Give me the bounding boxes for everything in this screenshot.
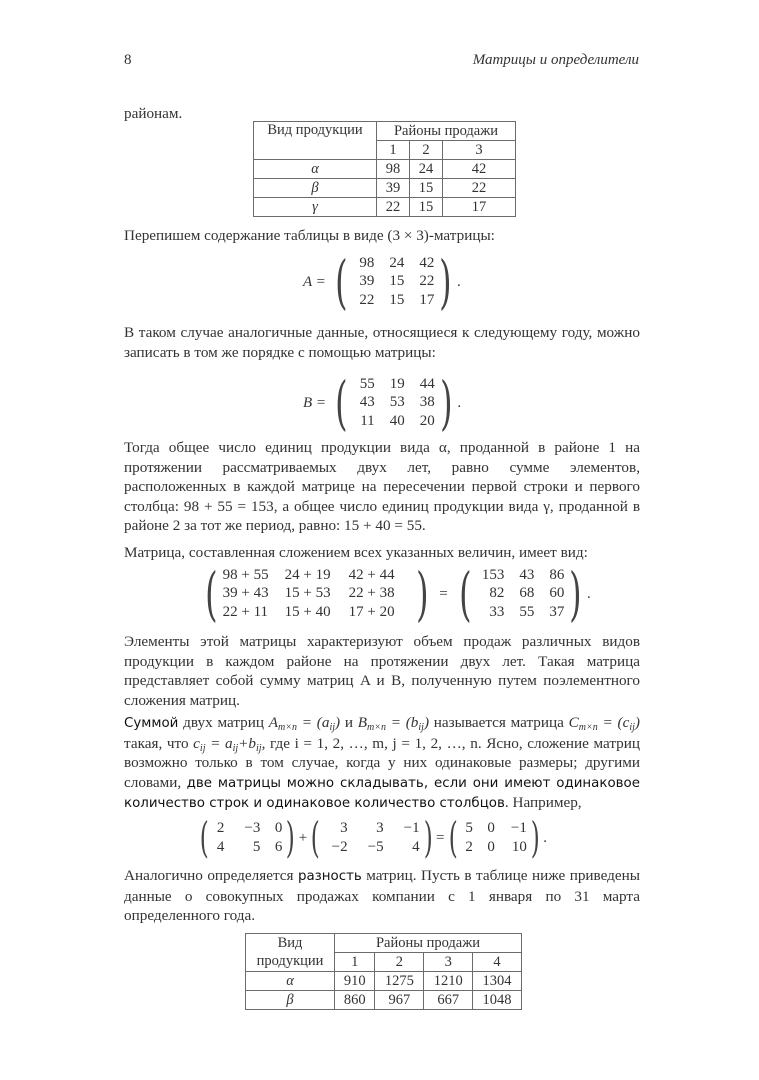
- cell: 68: [519, 585, 535, 602]
- cell: 11: [360, 412, 375, 429]
- running-title: Матрицы и определители: [472, 52, 639, 68]
- cell: 17: [419, 291, 435, 308]
- cell: −2: [331, 838, 348, 855]
- left-paren: (: [205, 560, 218, 628]
- intro-fragment: районам.: [124, 105, 183, 122]
- cell: 40: [389, 412, 405, 429]
- value-cell: 1304: [473, 972, 522, 991]
- text: двух матриц: [178, 714, 269, 731]
- right-paren: ): [569, 560, 582, 628]
- term-difference: разность: [297, 869, 362, 884]
- text: . Например,: [504, 794, 582, 811]
- region-number: 1: [377, 141, 410, 160]
- value-cell: 860: [335, 991, 375, 1010]
- page-number: 8: [124, 52, 132, 68]
- cell: −5: [367, 838, 384, 855]
- definition-paragraph: Суммой двух матриц $A_{m\times n} = (a_{ij})$ и $B_{m\times n} = (b_{ij})$ называется матрица $C_{m\times n} = (c_{ij})$ такая, что $c_{ij} = a_{ij}+b_{ij}$, где i = 1, 2, …, m, j = 1, 2, …, n. Ясно, сложение матриц возможно только в том случае, когда у них одинаковые размеры; другими словами, две матрицы можно складывать, если они имеют одинаковое количество строк и одинаковое количество столбцов. Например,: [124, 714, 640, 811]
- value-cell: 98: [377, 160, 410, 179]
- text: называется матрица: [429, 714, 569, 731]
- cell: 86: [549, 566, 565, 583]
- cell: 22 + 11: [222, 603, 269, 620]
- matrix-b-label: B =: [303, 394, 327, 411]
- term-sum: Суммой: [124, 716, 179, 731]
- left-paren: (: [199, 813, 209, 862]
- cell: 20: [419, 412, 435, 429]
- cell: 4: [216, 838, 225, 855]
- header-product: Вид продукции: [254, 122, 377, 160]
- plus-sign: +: [298, 829, 308, 846]
- cell: 15 + 40: [284, 603, 331, 620]
- math-c: $C_{m\times n} = (c_{ij})$: [568, 714, 640, 733]
- cell: 15: [389, 273, 405, 290]
- cell: 22: [419, 273, 435, 290]
- cell: 37: [549, 603, 565, 620]
- period: .: [587, 585, 591, 602]
- cell: 6: [274, 838, 283, 855]
- value-cell: 910: [335, 972, 375, 991]
- text: матриц. Пусть в таблице ниже приведены данные о совокупных продажах компании с 1 января по 31 марта определенного года.: [124, 867, 640, 924]
- cell: 60: [549, 585, 565, 602]
- value-cell: 1275: [375, 972, 424, 991]
- header-regions: Районы продажи: [377, 122, 516, 141]
- table-row: [246, 991, 522, 1010]
- paragraph-1: Перепишем содержание таблицы в виде (3 × 3)-матрицы:: [124, 227, 495, 244]
- emphasized-rule: две матрицы можно складывать, если они имеют одинаковое количество строк и одинаковое количество столбцов: [124, 775, 640, 811]
- cell: 0: [487, 820, 495, 836]
- right-paren: ): [439, 369, 453, 437]
- left-paren: (: [448, 813, 458, 862]
- left-paren: (: [458, 560, 472, 628]
- region-number: 1: [335, 953, 375, 972]
- region-number: 4: [473, 953, 522, 972]
- value-cell: 15: [410, 179, 443, 198]
- paragraph-6: [124, 866, 640, 926]
- cell: 44: [419, 375, 435, 392]
- cell: 2: [465, 838, 473, 855]
- cell: 24 + 19: [284, 566, 331, 583]
- cell: 39 + 43: [222, 585, 269, 602]
- matrix-a: [303, 248, 461, 316]
- header-product-1: Вид: [246, 934, 335, 953]
- product-cell: γ: [254, 198, 377, 217]
- cell: 33: [489, 603, 505, 620]
- product-cell: α: [246, 972, 335, 991]
- product-cell: α: [254, 160, 377, 179]
- cell: 5: [465, 820, 473, 836]
- cell: 42: [419, 254, 435, 271]
- matrix-b: [303, 369, 462, 437]
- period: .: [543, 829, 548, 846]
- product-cell: β: [254, 179, 377, 198]
- value-cell: 1210: [424, 972, 473, 991]
- cell: −1: [510, 820, 527, 836]
- sales-table-2: [245, 933, 522, 1010]
- equals-sign: =: [439, 585, 448, 602]
- value-cell: 22: [377, 198, 410, 217]
- cell: 17 + 20: [348, 603, 395, 620]
- cell: 24: [389, 254, 405, 271]
- value-cell: 967: [375, 991, 424, 1010]
- value-cell: 42: [443, 160, 516, 179]
- value-cell: 667: [424, 991, 473, 1010]
- cell: 0: [274, 820, 283, 836]
- text: Аналогично определяется: [124, 867, 298, 884]
- value-cell: 15: [410, 198, 443, 217]
- header-regions: Районы продажи: [335, 934, 522, 953]
- value-cell: 17: [443, 198, 516, 217]
- cell: 53: [389, 394, 405, 411]
- period: .: [457, 273, 461, 290]
- cell: 22 + 38: [348, 585, 395, 602]
- right-paren: ): [415, 560, 429, 628]
- matrix-a-label: A =: [303, 273, 326, 290]
- table-row: [246, 972, 522, 991]
- cell: −1: [403, 820, 420, 836]
- cell: 22: [359, 291, 375, 308]
- math-a: $A_{m\times n} = (a_{ij})$: [268, 714, 341, 733]
- cell: 42 + 44: [348, 566, 395, 583]
- product-cell: β: [246, 991, 335, 1010]
- cell: −3: [244, 820, 261, 836]
- sales-table-1: [253, 121, 516, 217]
- paragraph-2: В таком случае аналогичные данные, относящиеся к следующему году, можно записать в том же порядке с помощью матрицы:: [124, 324, 640, 361]
- equals-sign: =: [436, 829, 445, 846]
- cell: 15 + 53: [284, 585, 331, 602]
- cell: 43: [359, 394, 375, 411]
- cell: 38: [419, 394, 435, 411]
- cell: 0: [487, 838, 495, 855]
- cell: 3: [376, 820, 384, 836]
- cell: 3: [340, 820, 348, 836]
- table-row: [254, 160, 516, 179]
- region-number: 3: [443, 141, 516, 160]
- right-paren: ): [439, 248, 452, 316]
- cell: 98: [359, 254, 375, 271]
- paragraph-5: Элементы этой матрицы характеризуют объем продаж различных видов продукции в каждом районе на протяжении двух лет. Такая матрица представляет собой сумму матриц A и B, полученную путем поэлементного сложения матриц.: [124, 633, 640, 709]
- cell: 19: [389, 375, 405, 392]
- value-cell: 22: [443, 179, 516, 198]
- paragraph-4: Матрица, составленная сложением всех указанных величин, имеет вид:: [124, 544, 588, 561]
- right-paren: ): [286, 813, 296, 862]
- value-cell: 39: [377, 179, 410, 198]
- cell: 55: [519, 603, 535, 620]
- cell: 43: [519, 566, 535, 583]
- table-row: [254, 179, 516, 198]
- cell: 82: [489, 585, 505, 602]
- cell: 153: [481, 566, 505, 583]
- cell: 4: [412, 838, 420, 855]
- sum-matrix-equation: [200, 560, 591, 628]
- cell: 39: [359, 273, 375, 290]
- text: такая, что: [124, 734, 194, 752]
- example-equation: [196, 813, 548, 862]
- math-cij: $c_{ij} = a_{ij}+b_{ij}$: [193, 734, 262, 754]
- left-paren: (: [335, 369, 348, 437]
- left-paren: (: [310, 813, 320, 862]
- region-number: 2: [375, 953, 424, 972]
- header-product-2: продукции: [246, 953, 335, 972]
- paragraph-3: Тогда общее число единиц продукции вида α, проданной в районе 1 на протяжении рассматриваемых двух лет, равно сумме элементов, расположенных в каждой матрице на пересечении первой строки и первого столбца: 98 + 55 = 153, а общее число единиц продукции вида γ, проданной в районе 2 за тот же период, равно: 15 + 40 = 55.: [124, 439, 640, 534]
- math-b: $B_{m\times n} = (b_{ij})$: [357, 714, 430, 733]
- table-row: [254, 198, 516, 217]
- region-number: 3: [424, 953, 473, 972]
- cell: 98 + 55: [222, 566, 269, 583]
- cell: 55: [359, 375, 375, 392]
- cell: 5: [252, 838, 261, 855]
- left-paren: (: [334, 248, 348, 316]
- right-paren: ): [530, 813, 540, 862]
- region-number: 2: [410, 141, 443, 160]
- cell: 2: [216, 820, 225, 836]
- cell: 15: [389, 291, 405, 308]
- value-cell: 24: [410, 160, 443, 179]
- text: , где i = 1, 2, …, m, j = 1, 2, …, n. Ясно, сложение матриц возможно только в том случае, когда у них одинаковые размеры; другими словами,: [124, 734, 640, 791]
- value-cell: 1048: [473, 991, 522, 1010]
- period: .: [457, 394, 462, 411]
- cell: 10: [511, 838, 527, 855]
- right-paren: ): [423, 813, 433, 862]
